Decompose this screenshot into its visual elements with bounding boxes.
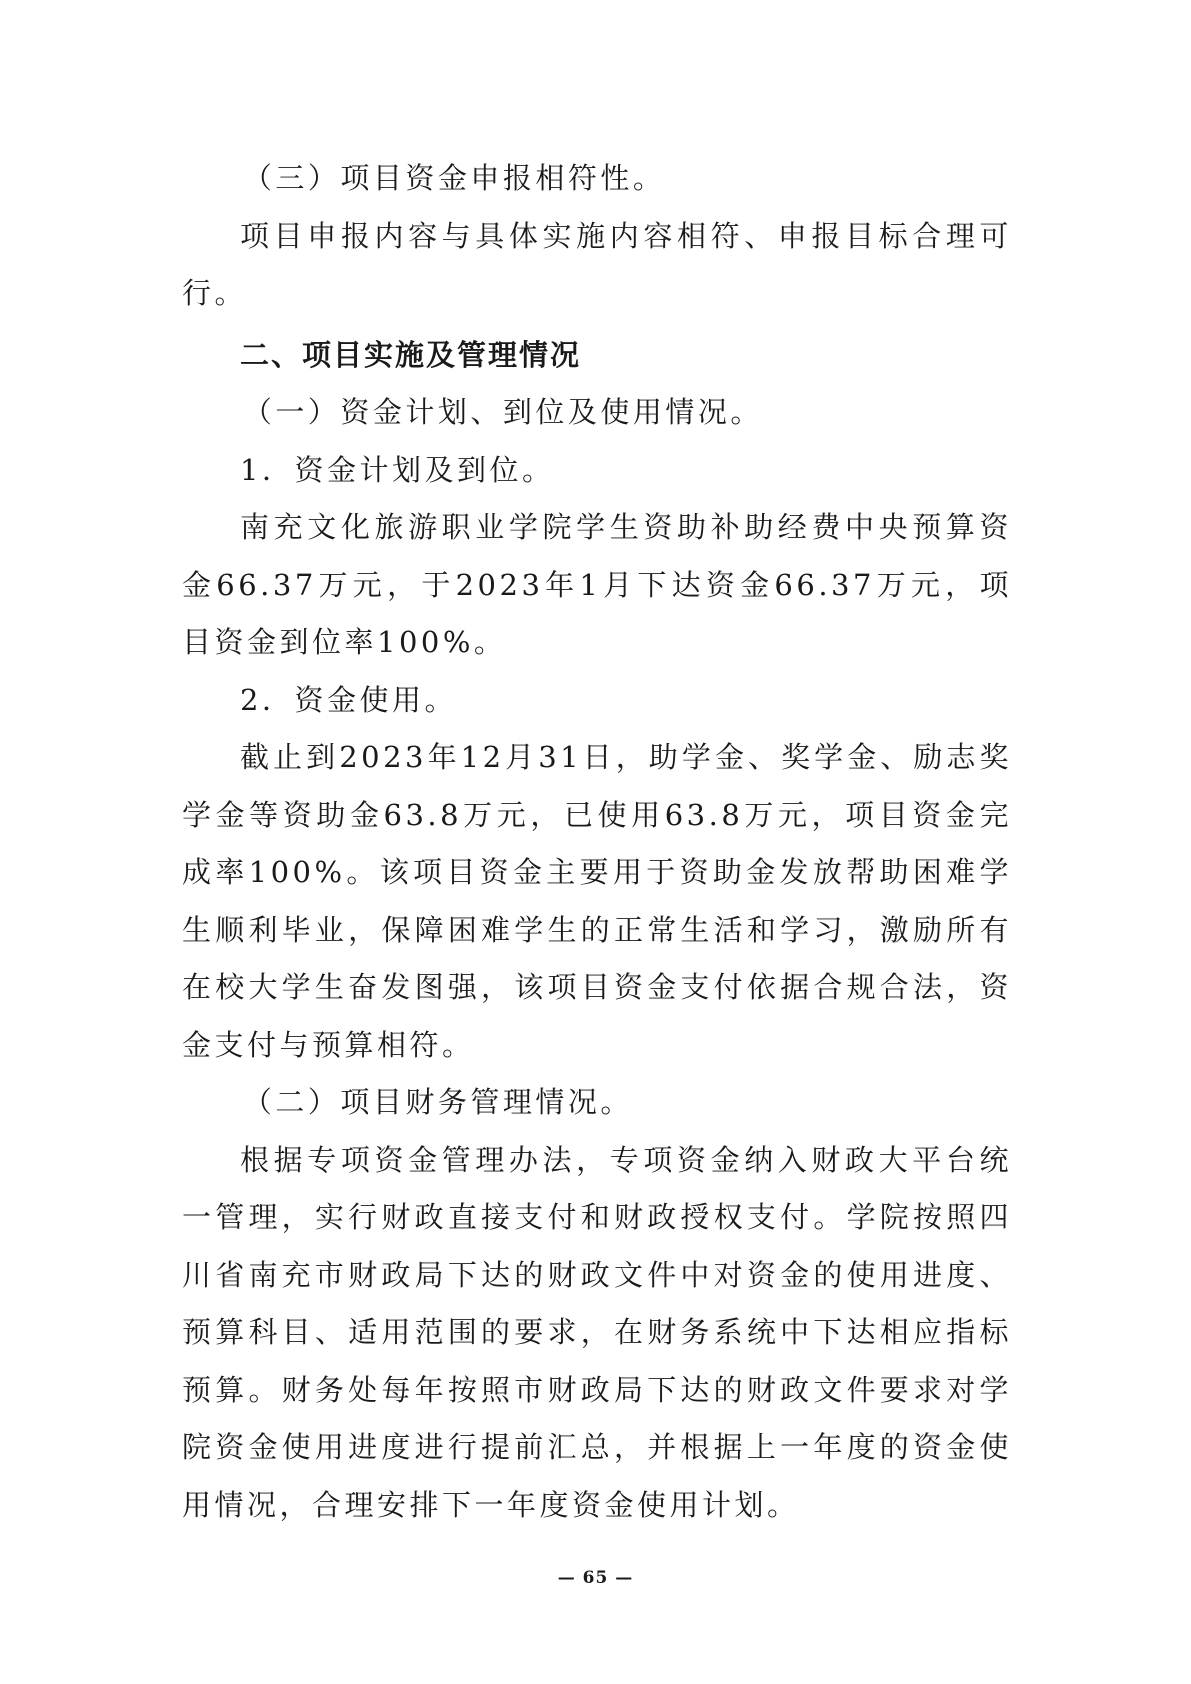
paragraph-financial-management: 根据专项资金管理办法，专项资金纳入财政大平台统一管理，实行财政直接支付和财政授权支付。学院按照四川省南充市财政局下达的财政文件中对资金的使用进度、预算科目、适用范围的要求，在财务系统中下达相应指标预算。财务处每年按照市财政局下达的财政文件要求对学院资金使用进度进行提前汇总，并根据上一年度的资金使用情况，合理安排下一年度资金使用计划。 bbox=[182, 1142, 1012, 1522]
item-heading-2: 2．资金使用。 bbox=[240, 682, 457, 717]
section-heading-2: 二、项目实施及管理情况 bbox=[240, 337, 582, 372]
paragraph-fund-plan: 南充文化旅游职业学院学生资助补助经费中央预算资金66.37万元，于2023年1月下达资金66.37万元，项目资金到位率100%。 bbox=[182, 510, 1012, 659]
section-subheading-3: （三）项目资金申报相符性。 bbox=[242, 161, 666, 195]
page-number: — 65 — bbox=[557, 1568, 634, 1588]
section-subheading-2: （二）项目财务管理情况。 bbox=[242, 1085, 633, 1119]
paragraph-fund-usage: 截止到2023年12月31日，助学金、奖学金、励志奖学金等资助金63.8万元，已使用63.8万元，项目资金完成率100%。该项目资金主要用于资助金发放帮助困难学生顺利毕业，保障困难学生的正常生活和学习，激励所有在校大学生奋发图强，该项目资金支付依据合规合法，资金支付与预算相符。 bbox=[182, 740, 1012, 1062]
item-heading-1: 1．资金计划及到位。 bbox=[240, 452, 555, 487]
section-subheading-1: （一）资金计划、到位及使用情况。 bbox=[242, 395, 763, 429]
document-body bbox=[182, 150, 1012, 1534]
paragraph-declaration-consistency: 项目申报内容与具体实施内容相符、申报目标合理可行。 bbox=[182, 218, 1012, 310]
